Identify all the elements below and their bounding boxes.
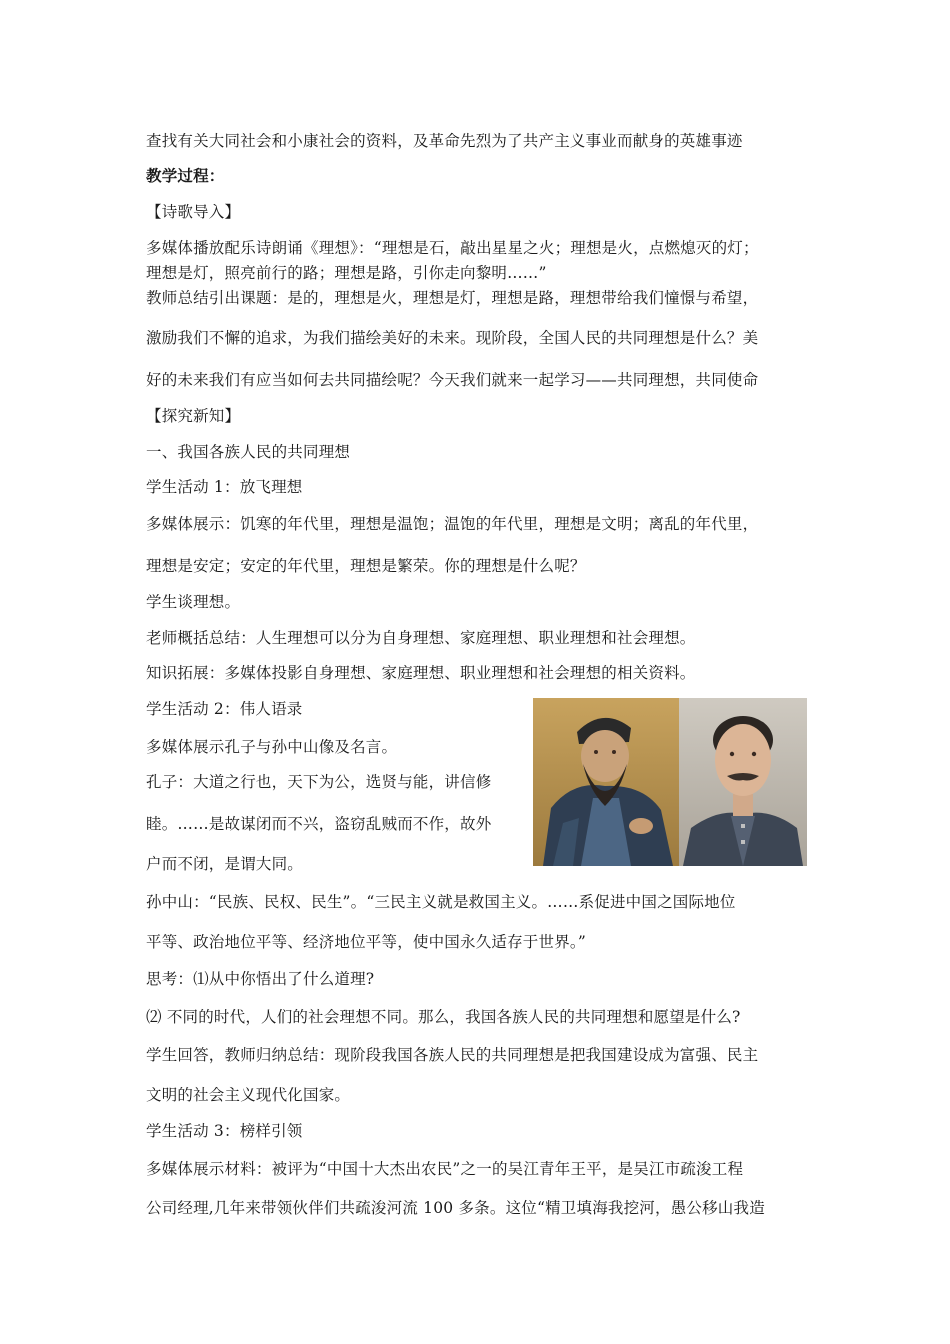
text-line: 公司经理,几年来带领伙伴们共疏浚河流 100 多条。这位“精卫填海我挖河，愚公移山我造 bbox=[146, 1199, 765, 1217]
text-line: 多媒体展示材料：被评为“中国十大杰出农民”之一的吴江青年王平，是吴江市疏浚工程 bbox=[146, 1160, 744, 1178]
confucius-portrait bbox=[533, 698, 679, 866]
text-line: 知识拓展：多媒体投影自身理想、家庭理想、职业理想和社会理想的相关资料。 bbox=[146, 664, 696, 682]
text-line: 文明的社会主义现代化国家。 bbox=[146, 1086, 351, 1104]
text-line: 思考：⑴从中你悟出了什么道理? bbox=[146, 970, 375, 988]
text-line: 理想是灯，照亮前行的路；理想是路，引你走向黎明……” bbox=[146, 264, 547, 282]
text-line: 多媒体展示：饥寒的年代里，理想是温饱；温饱的年代里，理想是文明；离乱的年代里， bbox=[146, 515, 759, 533]
text-line: 查找有关大同社会和小康社会的资料，及革命先烈为了共产主义事业而献身的英雄事迹 bbox=[146, 132, 743, 150]
text-line: 多媒体播放配乐诗朗诵《理想》：“理想是石，敲出星星之火；理想是火，点燃熄灭的灯； bbox=[146, 239, 759, 257]
text-line: 教师总结引出课题：是的，理想是火，理想是灯，理想是路，理想带给我们憧憬与希望， bbox=[146, 289, 759, 307]
text-line: 学生谈理想。 bbox=[146, 593, 241, 611]
text-line: 孔子：大道之行也，天下为公，选贤与能，讲信修 bbox=[146, 773, 492, 791]
text-line: 激励我们不懈的追求，为我们描绘美好的未来。现阶段，全国人民的共同理想是什么？美 bbox=[146, 329, 759, 347]
text-line: 老师概括总结：人生理想可以分为自身理想、家庭理想、职业理想和社会理想。 bbox=[146, 629, 696, 647]
text-line: 【探究新知】 bbox=[146, 407, 241, 425]
text-line: 【诗歌导入】 bbox=[146, 203, 241, 221]
text-line: 学生活动 2：伟人语录 bbox=[146, 700, 303, 718]
text-line: 学生回答，教师归纳总结：现阶段我国各族人民的共同理想是把我国建设成为富强、民主 bbox=[146, 1046, 759, 1064]
text-line: 一、我国各族人民的共同理想 bbox=[146, 443, 351, 461]
portrait-images bbox=[533, 698, 807, 866]
text-line: 学生活动 1：放飞理想 bbox=[146, 478, 303, 496]
text-line: 理想是安定；安定的年代里，理想是繁荣。你的理想是什么呢？ bbox=[146, 557, 586, 575]
text-line: 户而不闭，是谓大同。 bbox=[146, 855, 304, 873]
text-line: 学生活动 3：榜样引领 bbox=[146, 1122, 303, 1140]
text-line: 好的未来我们有应当如何去共同描绘呢？今天我们就来一起学习——共同理想，共同使命 bbox=[146, 371, 759, 389]
text-line: 平等、政治地位平等、经济地位平等，使中国永久适存于世界。” bbox=[146, 933, 586, 951]
text-line: 多媒体展示孔子与孙中山像及名言。 bbox=[146, 738, 398, 756]
sun-yat-sen-portrait bbox=[679, 698, 807, 866]
text-line: 孙中山：“民族、民权、民生”。“三民主义就是救国主义。……系促进中国之国际地位 bbox=[146, 893, 736, 911]
text-line: ⑵ 不同的时代，人们的社会理想不同。那么，我国各族人民的共同理想和愿望是什么? bbox=[146, 1008, 741, 1026]
text-line: 睦。……是故谋闭而不兴，盗窃乱贼而不作，故外 bbox=[146, 815, 492, 833]
section-heading: 教学过程： bbox=[146, 166, 225, 185]
